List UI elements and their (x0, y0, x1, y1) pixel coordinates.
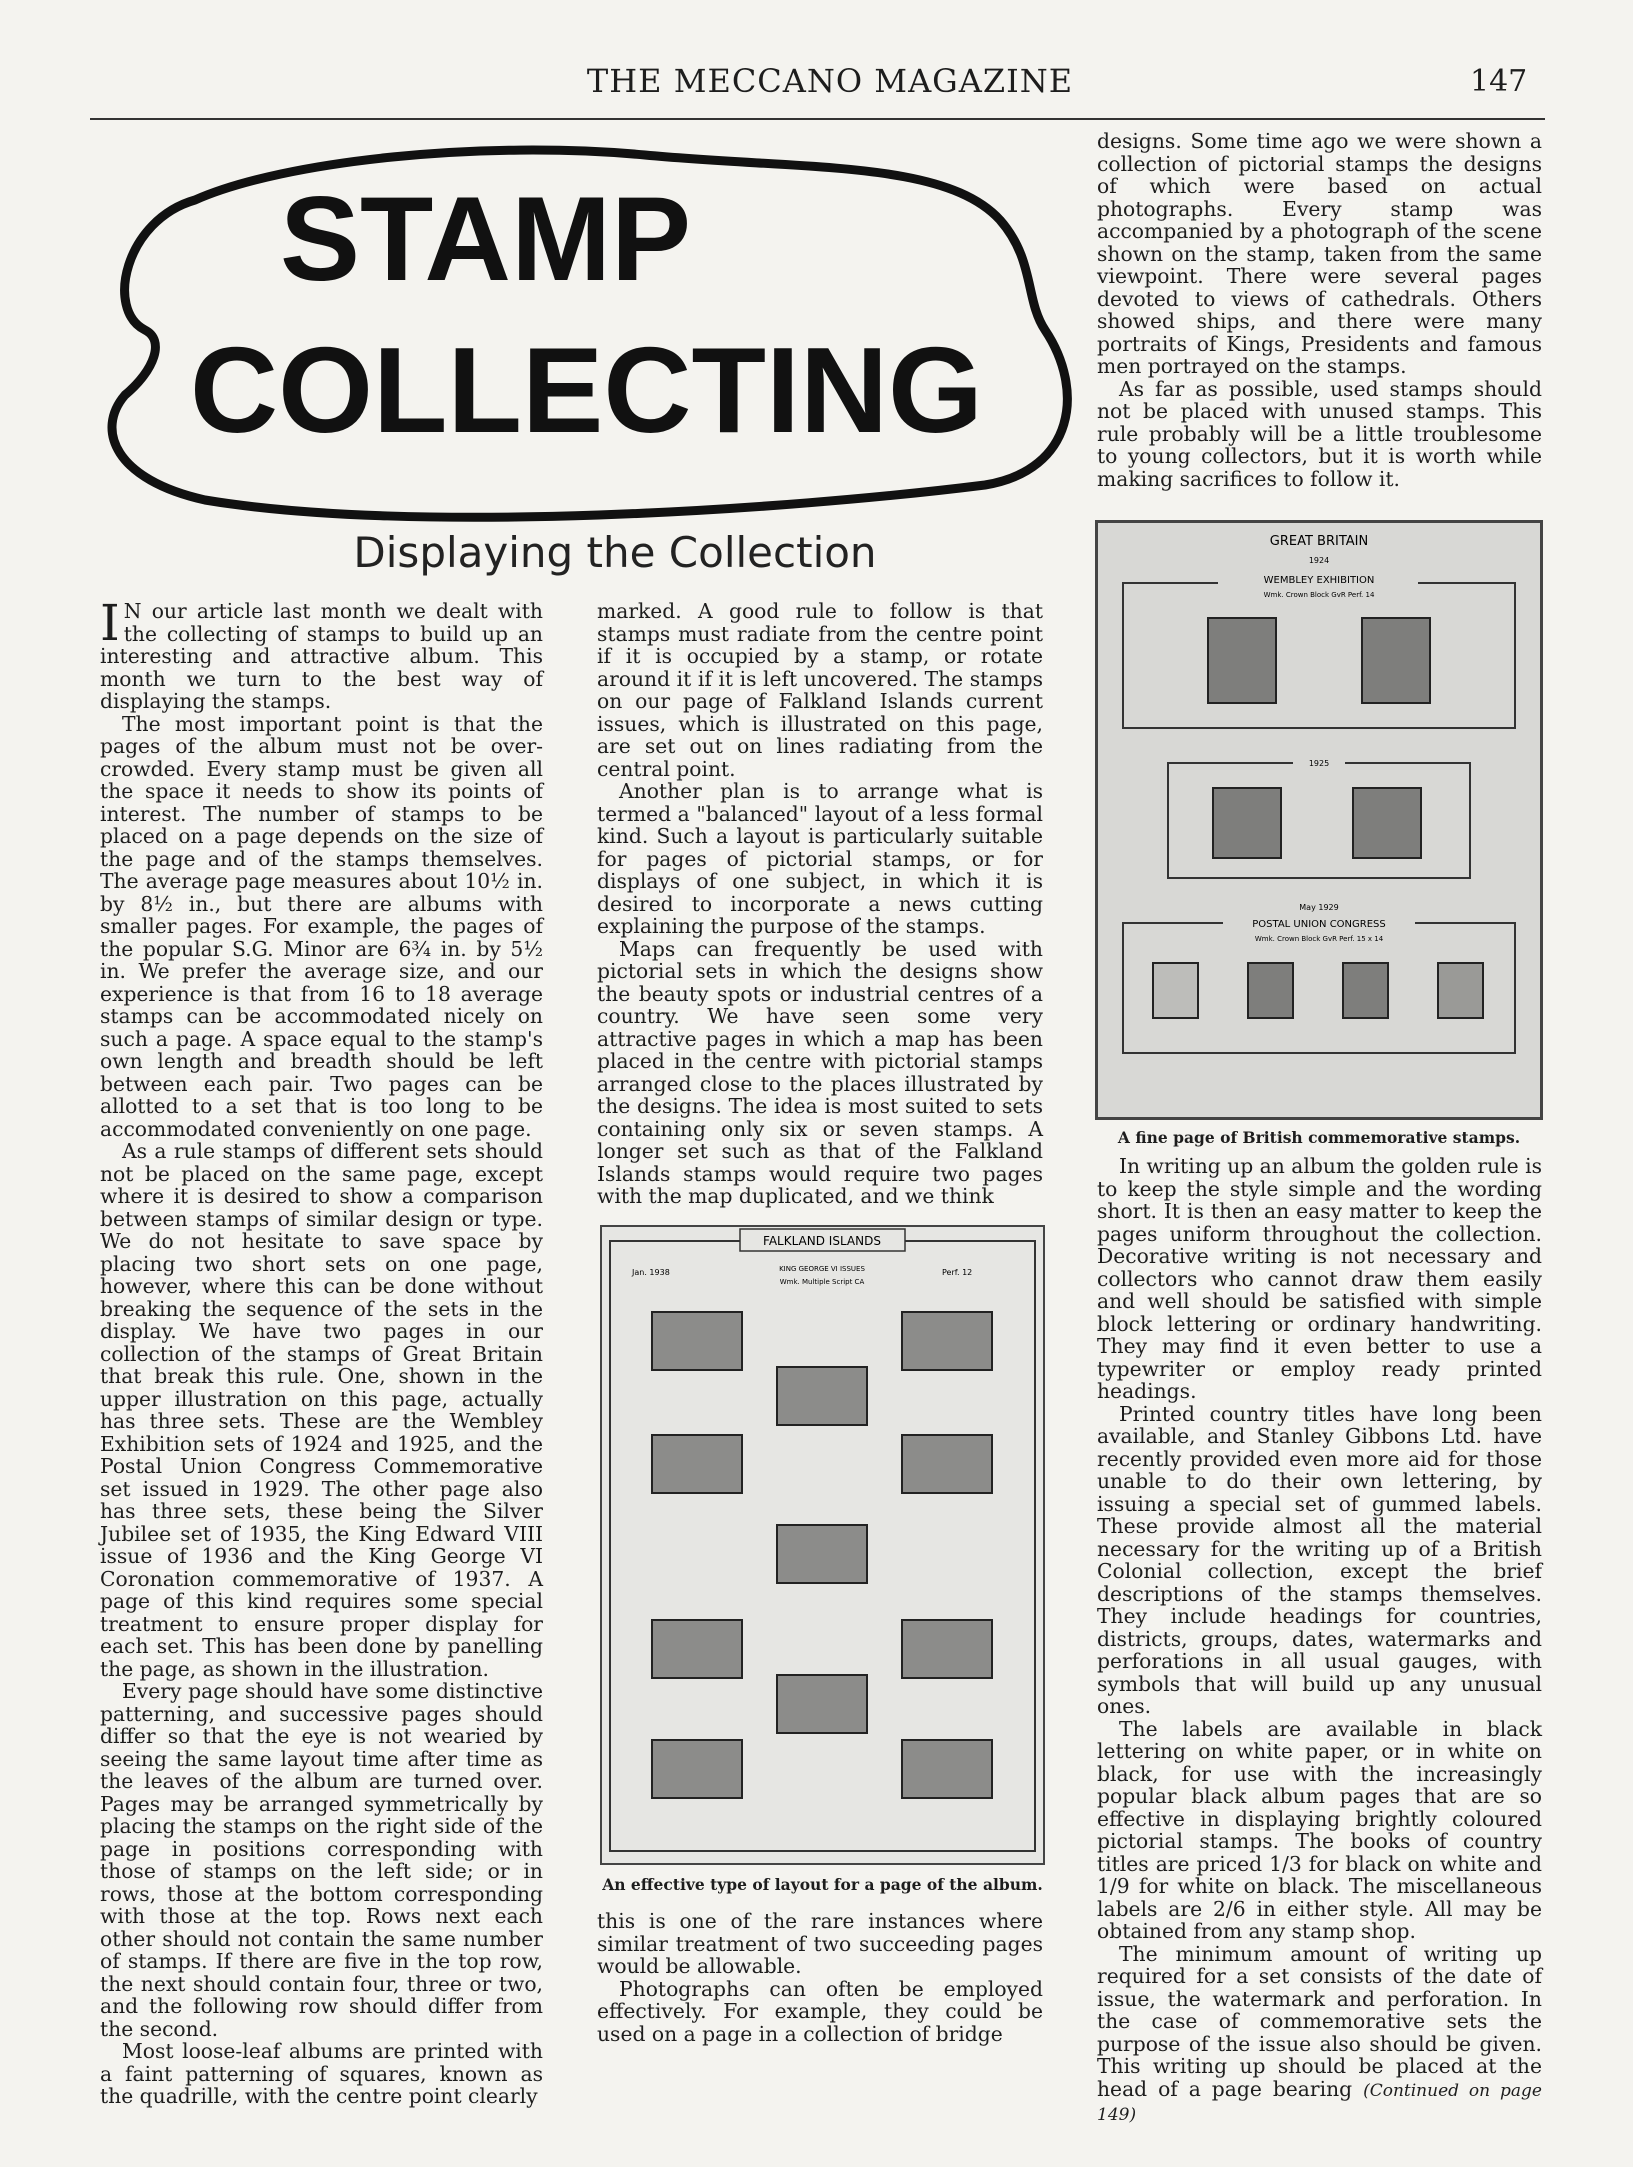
gb-wmk1: Wmk. Crown Block GvR Perf. 14 (1263, 591, 1375, 599)
column-3-bottom (1097, 1154, 1543, 2125)
gb-year2: 1925 (1308, 759, 1330, 768)
falkland-caption: An effective type of layout for a page of the album. (602, 1875, 1043, 1894)
gb-stamp (1353, 788, 1421, 858)
fi-issue: KING GEORGE VI ISSUES (779, 1265, 865, 1273)
magazine-title: THE MECCANO MAGAZINE (586, 62, 1074, 100)
drop-cap: I (100, 594, 120, 652)
paragraph: The labels are available in black lettering on white paper, or in white on black, for use with the increasingly popular black album pages that are so effective in displaying brightly coloured pictorial stamps. The books of country titles are priced 1/3 for black on white and 1/9 for white on black. The miscellaneous labels are 2/6 in either style. All may be obtained from any stamp shop. (1097, 1716, 1542, 1943)
fi-stamp (777, 1675, 867, 1733)
fi-stamp (902, 1620, 992, 1678)
article-subtitle: Displaying the Collection (353, 528, 877, 577)
paragraph: As far as possible, used stamps should not be placed with unused stamps. This rule probably will be a little troublesome to young collectors, but it is worth while making sacrifices to follow it. (1097, 376, 1542, 491)
gb-date3: May 1929 (1299, 903, 1339, 912)
gb-set1: WEMBLEY EXHIBITION (1263, 575, 1375, 586)
column-2-bottom (597, 1910, 1043, 2050)
gb-stamp (1248, 963, 1293, 1018)
fi-wmk: Wmk. Multiple Script CA (779, 1278, 865, 1286)
fi-stamp (777, 1525, 867, 1583)
paragraph: designs. Some time ago we were shown a collection of pictorial stamps the designs of which were based on actual photographs. Every stamp was accompanied by a photograph of the scene shown on the stamp, taken from the same viewpoint. There were several pages devoted to views of cathedrals. Others showed ships, and there were many portraits of Kings, Presidents and famous men portrayed on the stamps. (1097, 129, 1542, 378)
fi-stamps (652, 1312, 992, 1798)
paragraph: Photographs can often be employed effectively. For example, they could be used on a page in a collection of bridge (597, 1976, 1043, 2046)
fi-stamp (652, 1435, 742, 1493)
column-3-top (1097, 130, 1542, 495)
paragraph: this is one of the rare instances where similar treatment of two succeeding pages would be allowable. (597, 1909, 1043, 1978)
paragraph: I N our article last month we dealt with the collecting of stamps to build up an interesting and attractive album. This month we turn to the best way of displaying the stamps. (100, 594, 543, 713)
fi-banner: FALKLAND ISLANDS (763, 1234, 881, 1248)
gb-wmk3: Wmk. Crown Block GvR Perf. 15 x 14 (1254, 935, 1384, 943)
fi-stamp (777, 1367, 867, 1425)
column-2-top (597, 600, 1043, 1210)
falkland-page-illustration (602, 1227, 1043, 1863)
fi-perf: Perf. 12 (942, 1268, 973, 1277)
gb-stamp (1153, 963, 1198, 1018)
logo-graphic (85, 140, 1075, 525)
gb-stamp (1208, 618, 1276, 703)
gb-stamp (1343, 963, 1388, 1018)
gb-stamp (1362, 618, 1430, 703)
gb-title: GREAT BRITAIN (1269, 534, 1369, 549)
gb-stamp (1438, 963, 1483, 1018)
fi-stamp (902, 1435, 992, 1493)
paragraph: In writing up an album the golden rule is to keep the style simple and the wording short. It is then an easy matter to keep the pages uniform throughout the collection. Decorative writing is not necessary and collectors who cannot draw them easily and well should be satisfied with simple block lettering or ordinary handwriting. They may find it even better to use a typewriter or employ ready printed headings. (1097, 1154, 1543, 1403)
gb-set3: POSTAL UNION CONGRESS (1252, 919, 1386, 930)
fi-stamp (652, 1312, 742, 1370)
paragraph: Another plan is to arrange what is termed a "balanced" layout of a less formal kind. Such a layout is particularly suitable for pages of pictorial stamps, or for displays of one subject, in which it is desired to incorporate a news cutting explaining the purpose of the stamps. (597, 779, 1043, 938)
great-britain-figure (1095, 520, 1543, 1120)
fi-date: Jan. 1938 (632, 1268, 670, 1277)
gb-page-illustration (1098, 523, 1540, 1117)
paragraph: Most loose-leaf albums are printed with a faint patterning of squares, known as the quadrille, with the centre point clearly (100, 2039, 543, 2108)
falkland-figure (600, 1225, 1045, 1865)
column-1 (100, 594, 543, 2108)
fi-stamp (652, 1620, 742, 1678)
continued-note: (Continued on page 149) (1097, 2080, 1542, 2125)
paragraph: Printed country titles have long been available, and Stanley Gibbons Ltd. have recently provided even more aid for those unable to do their own lettering, by issuing a special set of gummed labels. These provide almost all the material necessary for the writing up of a British Colonial collection, except the brief descriptions of the stamps themselves. They include headings for countries, districts, groups, dates, watermarks and perforations in all usual gauges, with symbols that will build up any unusual ones. (1097, 1401, 1542, 1718)
paragraph: Maps can frequently be used with pictorial sets in which the designs show the beauty spots or industrial centres of a country. We have seen some very attractive pages in which a map has been placed in the centre with pictorial stamps arranged close to the places illustrated by the designs. The idea is most suited to sets containing only six or seven stamps. A longer set such as that of the Falkland Islands stamps would require two pages with the map duplicated, and we think (597, 936, 1043, 1208)
gb-stamp (1213, 788, 1281, 858)
fi-stamp (652, 1740, 742, 1798)
paragraph: Every page should have some distinctive patterning, and successive pages should differ so that the eye is not wearied by seeing the same layout time after time as the leaves of the album are turned over. Pages may be arranged symmetrically by placing the stamps on the right side of the page in positions corresponding with those of stamps on the left side; or in rows, those at the bottom corresponding with those at the top. Rows next each other should not contain the same number of stamps. If there are five in the top row, the next should contain four, three or two, and the following row should differ from the second. (100, 1679, 543, 2041)
paragraph: The minimum amount of writing up required for a set consists of the date of issue, the watermark and perforation. In the case of commemorative sets the purpose of the issue also should be given. This writing up should be placed at the head of a page bearing (Continued on page 149) (1097, 1941, 1542, 2125)
fi-stamp (902, 1312, 992, 1370)
page-number: 147 (1470, 64, 1528, 99)
logo-line2: COLLECTING (190, 322, 983, 458)
paragraph: marked. A good rule to follow is that stamps must radiate from the centre point if it is occupied by a stamp, or rotate around it if it is left uncovered. The stamps on our page of Falkland Islands current issues, which is illustrated on this page, are set out on lines radiating from the central point. (597, 599, 1043, 781)
stamp-collecting-logo (85, 140, 1075, 525)
header-rule (90, 118, 1545, 120)
gb-caption: A fine page of British commemorative stamps. (1117, 1128, 1521, 1147)
fi-stamp (902, 1740, 992, 1798)
logo-line1: STAMP (280, 172, 692, 306)
paragraph: The most important point is that the pages of the album must not be over-crowded. Every stamp must be given all the space it needs to show its points of interest. The number of stamps to be placed on a page depends on the size of the page and of the stamps themselves. The average page measures about 10½ in. by 8½ in., but there are albums with smaller pages. For example, the pages of the popular S.G. Minor are 6¾ in. by 5½ in. We prefer the average size, and our experience is that from 16 to 18 average stamps can be accommodated nicely on such a page. A space equal to the stamp's own length and breadth should be left between each pair. Two pages can be allotted to a set that is too long to be accommodated conveniently on one page. (100, 711, 543, 1141)
gb-year1: 1924 (1308, 556, 1330, 565)
paragraph: As a rule stamps of different sets should not be placed on the same page, except where it is desired to show a comparison between stamps of similar design or type. We do not hesitate to save space by placing two short sets on one page, however, where this can be done without breaking the sequence of the sets in the display. We have two pages in our collection of the stamps of Great Britain that break this rule. One, shown in the upper illustration on this page, actually has three sets. These are the Wembley Exhibition sets of 1924 and 1925, and the Postal Union Congress Commemorative set issued in 1929. The other page also has three sets, these being the Silver Jubilee set of 1935, the King Edward VIII issue of 1936 and the King George VI Coronation commemorative of 1937. A page of this kind requires some special treatment to ensure proper display for each set. This has been done by panelling the page, as shown in the illustration. (100, 1139, 543, 1681)
